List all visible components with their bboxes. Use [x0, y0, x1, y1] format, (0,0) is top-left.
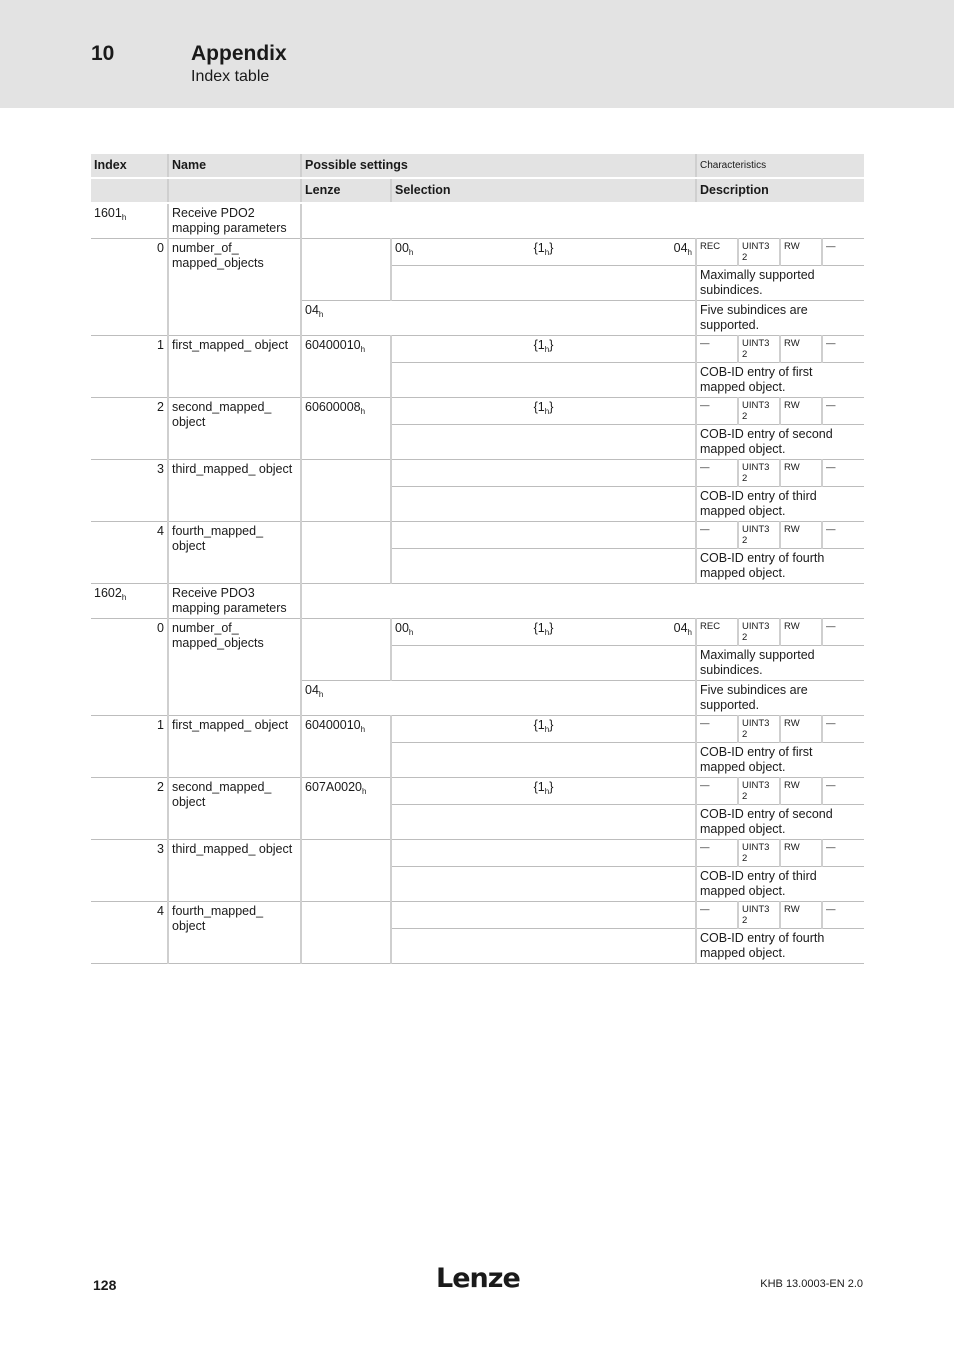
group-name-cell: Receive PDO2 mapping parameters — [168, 203, 301, 239]
entry-row — [91, 902, 864, 929]
hex-suffix: h — [362, 787, 367, 796]
hex-suffix: h — [408, 248, 414, 257]
entry-row — [91, 522, 864, 549]
description-cell: Maximally supported subindices. — [696, 646, 864, 681]
char-cell-3: RW — [780, 398, 822, 425]
subindex-cell: 0 — [91, 239, 168, 336]
selection-cell — [391, 398, 696, 425]
lenze-cell — [301, 840, 391, 902]
description-cell: COB-ID entry of fourth mapped object. — [696, 929, 864, 964]
hex-suffix: h — [544, 345, 550, 354]
description-cell: COB-ID entry of second mapped object. — [696, 805, 864, 840]
selection-blank-cell — [391, 929, 696, 964]
lenze-cell — [301, 460, 391, 522]
index-table — [91, 154, 864, 964]
hex-suffix: h — [544, 407, 550, 416]
extra-lenze-cell — [301, 681, 696, 716]
lenze-value: 607A0020 — [305, 780, 363, 794]
selection-step-value: 1 — [537, 338, 545, 352]
entry-row — [91, 239, 864, 266]
char-cell-4: — — [822, 619, 864, 646]
char-cell-2: UINT3 2 — [738, 902, 780, 929]
char-cell-3: RW — [780, 522, 822, 549]
selection-blank-cell — [391, 266, 696, 301]
entry-row — [91, 619, 864, 646]
hex-suffix: h — [408, 628, 414, 637]
entry-name-cell: first_mapped_ object — [168, 716, 301, 778]
selection-min — [395, 241, 413, 256]
subindex-cell: 4 — [91, 522, 168, 584]
char-cell-3: RW — [780, 336, 822, 363]
lenze-cell — [301, 239, 391, 301]
char-cell-3: RW — [780, 460, 822, 487]
header-band — [0, 0, 954, 108]
group-row — [91, 584, 864, 619]
selection-step: $\{1_h\}$ — [533, 400, 554, 416]
char-cell-2: UINT3 2 — [738, 716, 780, 743]
subindex-cell: 4 — [91, 902, 168, 964]
char-cell-3: RW — [780, 902, 822, 929]
group-blank-cell — [301, 584, 864, 619]
char-cell-1: — — [696, 716, 738, 743]
char-cell-4: — — [822, 840, 864, 867]
selection-blank-cell — [391, 867, 696, 902]
char-cell-4: — — [822, 460, 864, 487]
entry-name-cell: number_of_ mapped_objects — [168, 239, 301, 336]
char-cell-1: — — [696, 778, 738, 805]
description-cell: COB-ID entry of third mapped object. — [696, 487, 864, 522]
subindex-cell: 2 — [91, 778, 168, 840]
selection-min-value: 00 — [395, 621, 409, 635]
extra-description-cell: Five subindices are supported. — [696, 681, 864, 716]
group-blank-cell — [301, 203, 864, 239]
lenze-cell — [301, 522, 391, 584]
col-header-blank — [168, 178, 301, 203]
selection-cell — [391, 619, 696, 646]
char-cell-2: UINT3 2 — [738, 460, 780, 487]
lenze-value: 60400010 — [305, 718, 361, 732]
chapter-title: Appendix — [191, 42, 287, 65]
selection-min-value: 00 — [395, 241, 409, 255]
index-cell — [91, 203, 168, 239]
selection-blank-cell — [391, 487, 696, 522]
group-row — [91, 203, 864, 239]
description-cell: COB-ID entry of first mapped object. — [696, 363, 864, 398]
char-cell-3: RW — [780, 716, 822, 743]
subindex-cell: 0 — [91, 619, 168, 716]
description-cell: COB-ID entry of fourth mapped object. — [696, 549, 864, 584]
selection-max-value: 04 — [673, 241, 688, 255]
char-cell-1: — — [696, 522, 738, 549]
document-reference: KHB 13.0003-EN 2.0 — [760, 1278, 863, 1290]
entry-row — [91, 398, 864, 425]
hex-suffix: h — [544, 248, 550, 257]
selection-cell — [391, 716, 696, 743]
group-name-cell: Receive PDO3 mapping parameters — [168, 584, 301, 619]
selection-step-value: 1 — [537, 400, 545, 414]
selection-range — [395, 621, 692, 636]
selection-max — [674, 241, 692, 256]
hex-suffix: h — [318, 690, 324, 699]
lenze-cell — [301, 716, 391, 778]
selection-max — [674, 621, 692, 636]
char-cell-3: RW — [780, 619, 822, 646]
selection-step-value: 1 — [537, 718, 545, 732]
char-cell-4: — — [822, 902, 864, 929]
selection-cell — [391, 840, 696, 867]
col-header-possible-settings: Possible settings — [301, 154, 696, 178]
char-cell-2: UINT3 2 — [738, 522, 780, 549]
char-cell-4: — — [822, 778, 864, 805]
col-header-description: Description — [696, 178, 864, 203]
char-cell-2: UINT3 2 — [738, 398, 780, 425]
hex-suffix: h — [121, 213, 127, 222]
hex-suffix: h — [544, 787, 550, 796]
selection-range — [395, 241, 692, 256]
hex-suffix: h — [544, 628, 550, 637]
lenze-value: 60400010 — [305, 338, 361, 352]
selection-step-value: 1 — [537, 621, 545, 635]
col-header-name: Name — [168, 154, 301, 178]
entry-name-cell: second_mapped_ object — [168, 778, 301, 840]
selection-cell — [391, 778, 696, 805]
entry-name-cell: number_of_ mapped_objects — [168, 619, 301, 716]
selection-cell — [391, 460, 696, 487]
chapter-subtitle: Index table — [191, 68, 270, 85]
char-cell-4: — — [822, 522, 864, 549]
selection-blank-cell — [391, 646, 696, 681]
subindex-cell: 1 — [91, 716, 168, 778]
col-header-blank — [91, 178, 168, 203]
hex-suffix: h — [360, 407, 366, 416]
selection-cell — [391, 902, 696, 929]
hex-suffix: h — [687, 248, 692, 257]
description-cell: COB-ID entry of third mapped object. — [696, 867, 864, 902]
lenze-cell — [301, 902, 391, 964]
col-header-index: Index — [91, 154, 168, 178]
col-header-lenze: Lenze — [301, 178, 391, 203]
selection-min — [395, 621, 413, 636]
lenze-cell — [301, 778, 391, 840]
char-cell-1: REC — [696, 619, 738, 646]
char-cell-1: — — [696, 902, 738, 929]
entry-name-cell: fourth_mapped_ object — [168, 522, 301, 584]
selection-step: $\{1_h\}$ — [533, 621, 554, 637]
char-cell-4: — — [822, 336, 864, 363]
hex-suffix: h — [360, 725, 366, 734]
extra-lenze-value: 04 — [305, 303, 319, 317]
hex-suffix: h — [318, 310, 324, 319]
selection-blank-cell — [391, 549, 696, 584]
char-cell-3: RW — [780, 778, 822, 805]
hex-suffix: h — [544, 725, 550, 734]
entry-name-cell: third_mapped_ object — [168, 840, 301, 902]
subindex-cell: 1 — [91, 336, 168, 398]
char-cell-4: — — [822, 239, 864, 266]
entry-row — [91, 716, 864, 743]
header-row-1 — [91, 154, 864, 178]
selection-step: $\{1_h\}$ — [533, 780, 554, 796]
hex-suffix: h — [121, 593, 127, 602]
selection-step: $\{1_h\}$ — [533, 241, 554, 257]
chapter-number: 10 — [91, 42, 115, 65]
char-cell-2: UINT3 2 — [738, 840, 780, 867]
extra-description-cell: Five subindices are supported. — [696, 301, 864, 336]
extra-lenze-value: 04 — [305, 683, 319, 697]
selection-step: $\{1_h\}$ — [533, 718, 554, 734]
col-header-characteristics: Characteristics — [696, 154, 864, 178]
char-cell-2: UINT3 2 — [738, 619, 780, 646]
selection-max-value: 04 — [673, 621, 688, 635]
description-cell: Maximally supported subindices. — [696, 266, 864, 301]
char-cell-1: — — [696, 840, 738, 867]
selection-blank-cell — [391, 425, 696, 460]
index-value: 1602 — [94, 586, 122, 600]
description-cell: COB-ID entry of second mapped object. — [696, 425, 864, 460]
char-cell-2: UINT3 2 — [738, 239, 780, 266]
index-cell — [91, 584, 168, 619]
lenze-logo: Lenze — [436, 1263, 520, 1294]
subindex-cell: 3 — [91, 840, 168, 902]
entry-row — [91, 336, 864, 363]
lenze-cell — [301, 398, 391, 460]
selection-cell — [391, 336, 696, 363]
header-row-2 — [91, 178, 864, 203]
entry-row — [91, 460, 864, 487]
entry-row — [91, 778, 864, 805]
selection-blank-cell — [391, 743, 696, 778]
char-cell-3: RW — [780, 239, 822, 266]
selection-step: $\{1_h\}$ — [533, 338, 554, 354]
extra-lenze-cell — [301, 301, 696, 336]
description-cell: COB-ID entry of first mapped object. — [696, 743, 864, 778]
page-number: 128 — [93, 1277, 117, 1293]
index-value: 1601 — [94, 206, 122, 220]
selection-blank-cell — [391, 805, 696, 840]
char-cell-4: — — [822, 398, 864, 425]
char-cell-1: REC — [696, 239, 738, 266]
selection-cell — [391, 239, 696, 266]
lenze-cell — [301, 619, 391, 681]
char-cell-3: RW — [780, 840, 822, 867]
col-header-selection: Selection — [391, 178, 696, 203]
char-cell-2: UINT3 2 — [738, 336, 780, 363]
hex-suffix: h — [360, 345, 366, 354]
char-cell-4: — — [822, 716, 864, 743]
char-cell-1: — — [696, 460, 738, 487]
selection-step-value: 1 — [537, 780, 545, 794]
entry-name-cell: first_mapped_ object — [168, 336, 301, 398]
lenze-cell — [301, 336, 391, 398]
entry-name-cell: third_mapped_ object — [168, 460, 301, 522]
entry-name-cell: second_mapped_ object — [168, 398, 301, 460]
char-cell-2: UINT3 2 — [738, 778, 780, 805]
subindex-cell: 3 — [91, 460, 168, 522]
selection-step-value: 1 — [537, 241, 545, 255]
selection-blank-cell — [391, 363, 696, 398]
char-cell-1: — — [696, 398, 738, 425]
entry-row — [91, 840, 864, 867]
entry-name-cell: fourth_mapped_ object — [168, 902, 301, 964]
selection-cell — [391, 522, 696, 549]
lenze-value: 60600008 — [305, 400, 361, 414]
hex-suffix: h — [687, 628, 692, 637]
char-cell-1: — — [696, 336, 738, 363]
subindex-cell: 2 — [91, 398, 168, 460]
